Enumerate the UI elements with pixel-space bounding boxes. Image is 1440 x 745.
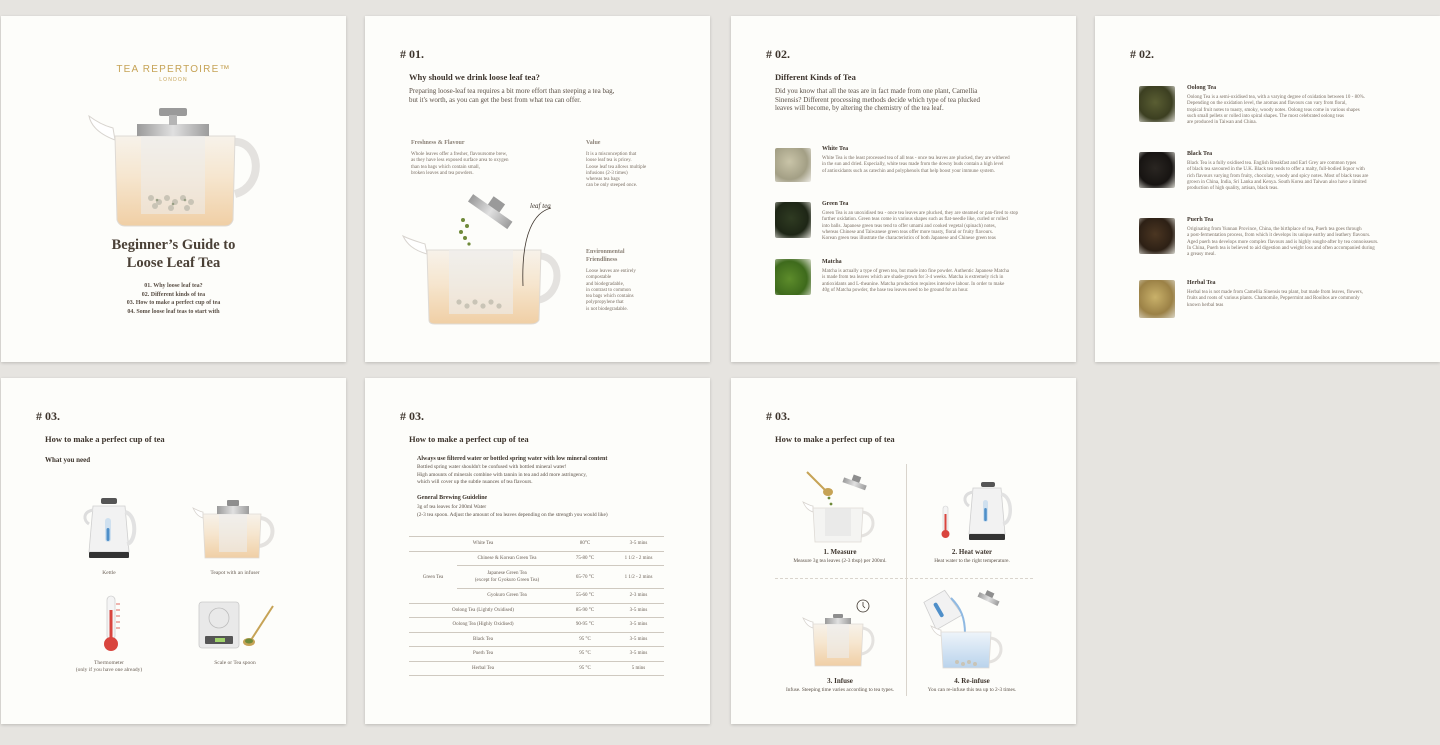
item-caption: Kettle xyxy=(102,570,116,576)
table-row xyxy=(409,632,664,647)
environment-text: Loose leaves are entirely compostable and biodegradable, in contrast to common tea bags which contains polypropylene that is not biodegradable. xyxy=(586,269,636,312)
measure-illustration xyxy=(803,468,877,544)
item-caption: Thermometer (only if you have one already) xyxy=(75,660,143,673)
step-title: 1. Measure xyxy=(823,548,857,556)
step-text: Infuse. Steeping time varies according to tea types. xyxy=(785,687,895,693)
tea-description: White Tea is the least processed tea of all teas - once tea leaves are plucked, they are withered in the sun and dried. Especially, white teas made from the downy buds contain a high level of antioxidants such as catechin and polyphenols that help boost your immune system. xyxy=(822,156,1010,174)
page-03-what-you-need xyxy=(1,378,346,724)
step-title: 2. Heat water xyxy=(951,548,993,556)
tea-description: Herbal tea is not made from Camellia Sinensis tea plant, but made from leaves, flowers, fruits and roots of various plants. Chamomile, Peppermint and Rooibos are commonly known herbal teas xyxy=(1187,290,1363,308)
table-cell: 80°C xyxy=(557,537,613,552)
table-cell: 85-90 °C xyxy=(557,603,613,618)
table-cell: 3-5 mins xyxy=(613,647,664,662)
table-group-cell: Green Tea xyxy=(409,551,457,603)
section-heading: How to make a perfect cup of tea xyxy=(775,434,895,444)
toc-item[interactable]: 01. Why loose leaf tea? xyxy=(144,283,203,289)
table-cell: 95 °C xyxy=(557,647,613,662)
page-02-kinds xyxy=(731,16,1076,362)
brand-sub: LONDON xyxy=(159,77,188,83)
heat-water-illustration xyxy=(941,482,1021,544)
grid-divider-horizontal xyxy=(775,578,1033,579)
table-cell: 5 mins xyxy=(613,661,664,676)
toc-item[interactable]: 02. Different kinds of tea xyxy=(141,291,206,298)
teapot-infuser-illustration xyxy=(401,194,561,329)
page-02-kinds-continued xyxy=(1095,16,1440,362)
section-number: # 03. xyxy=(36,409,60,423)
environment-title: Environmental Friendliness xyxy=(586,249,625,263)
tea-description: Black Tea is a fully oxidised tea. English Breakfast and Earl Grey are common types of black tea savoured in the U.K. Black tea tends to offer a malty, full-bodied liquor with rich flavours varying from fruity, chocolaty, woody and spicy notes. Most of black teas are grown in China, India, Sri Lanka and Kenya. South Korea and Taiwan also have a limited production of high quality, artisan, black teas. xyxy=(1187,161,1369,192)
table-row xyxy=(409,603,664,618)
table-cell: Oolong Tea (Lightly Oxidised) xyxy=(409,603,557,618)
tea-name: Puerh Tea xyxy=(1187,217,1214,223)
tea-name: Herbal Tea xyxy=(1187,280,1216,286)
thermometer-illustration xyxy=(99,596,123,652)
table-row xyxy=(409,551,664,566)
step-text: Heat water to the right temperature. xyxy=(934,558,1010,564)
section-number: # 03. xyxy=(766,409,790,423)
section-number: # 02. xyxy=(766,47,790,61)
section-number: # 03. xyxy=(400,409,424,423)
page-01 xyxy=(365,16,710,362)
water-tip-title: Always use filtered water or bottled spring water with low mineral content xyxy=(417,456,608,462)
section-intro: Preparing loose-leaf tea requires a bit more effort than steeping a tea bag, but it's worth, as you can get the best from what tea can offer. xyxy=(409,87,615,104)
table-cell: Gyokuro Green Tea xyxy=(457,589,557,604)
scale-spoon-illustration xyxy=(199,602,277,650)
table-cell: Japanese Green Tea (except for Gyokuro Green Tea) xyxy=(457,566,557,589)
page-03-steps xyxy=(731,378,1076,724)
tea-description: Oolong Tea is a semi-oxidised tea, with a varying degree of oxidation between 10 - 80%. Depending on the oxidation level, the aromas and flavours can vary from floral, tropical fruit notes to toasty, smoky, woody notes. Oolong teas come in various shapes such small pellets or rolled into spiral shapes. The most celebrated oolong teas are produced in Taiwan and China. xyxy=(1187,95,1365,126)
freshness-title: Freshness & Flavour xyxy=(411,140,465,146)
section-heading: How to make a perfect cup of tea xyxy=(409,434,529,444)
table-cell: 2-3 mins xyxy=(613,589,664,604)
table-cell: 3-5 mins xyxy=(613,603,664,618)
guideline-text: 3g of tea leaves for 200ml Water (2-3 tea spoon. Adjust the amount of tea leaves depending on the strength you would like) xyxy=(417,504,608,518)
re-infuse-illustration xyxy=(921,584,1011,670)
table-cell: 75-80 °C xyxy=(557,551,613,566)
table-cell: 90-95 °C xyxy=(557,618,613,633)
table-of-contents xyxy=(1,282,346,316)
freshness-text: Whole leaves offer a fresher, flavoursome brew, as they have less exposed surface area to oxygen than tea bags which contain small, broken leaves and tea powders. xyxy=(411,152,509,176)
oolong-tea-image xyxy=(1139,86,1175,122)
value-title: Value xyxy=(586,140,601,146)
table-cell: Puerh Tea xyxy=(409,647,557,662)
what-you-need-title: What you need xyxy=(45,456,91,464)
tea-description: Green Tea is an unoxidised tea - once tea leaves are plucked, they are steamed or pan-fired to stop further oxidation. Green teas come in various shapes such as flat-needle like, curled or rolled into balls. Japanese green teas tend to offer umami and cooked vegetal (spinach) notes, whereas Chinese and Taiwanese green teas offer more toasty, floral or fruity flavours. Korean green teas illustrate the characteristics of both Japanese and Chinese green teas xyxy=(822,211,1019,242)
water-tip-text: Bottled spring water shouldn't be confused with bottled mineral water! High amounts of minerals combine with tannin in tea and add more astringency, which will cover up the subtle nuances of tea flavours. xyxy=(417,464,587,485)
table-cell: Herbal Tea xyxy=(409,661,557,676)
section-heading: Why should we drink loose leaf tea? xyxy=(409,72,540,82)
step-title: 4. Re-infuse xyxy=(954,677,990,685)
table-row xyxy=(409,537,664,552)
leaf-tea-annotation: leaf tea xyxy=(530,202,551,210)
step-text: Measure 3g tea leaves (2-3 tbsp) per 200ml. xyxy=(793,558,887,564)
table-cell: 55-60 °C xyxy=(557,589,613,604)
table-row xyxy=(409,618,664,633)
cover-title-line2: Loose Leaf Tea xyxy=(126,255,221,271)
puerh-tea-image xyxy=(1139,218,1175,254)
herbal-tea-image xyxy=(1139,280,1175,318)
toc-item[interactable]: 04. Some loose leaf teas to start with xyxy=(127,308,220,315)
section-number: # 02. xyxy=(1130,47,1154,61)
cover-title-line1: Beginner’s Guide to xyxy=(111,237,236,253)
section-heading: How to make a perfect cup of tea xyxy=(45,434,165,444)
infuse-illustration xyxy=(803,598,877,668)
table-cell: 95 °C xyxy=(557,661,613,676)
table-row xyxy=(409,647,664,662)
table-cell: White Tea xyxy=(409,537,557,552)
cover-page xyxy=(1,16,346,362)
tea-name: White Tea xyxy=(822,146,849,152)
item-caption: Scale or Tea spoon xyxy=(214,660,256,666)
toc-item[interactable]: 03. How to make a perfect cup of tea xyxy=(126,300,221,306)
section-heading: Different Kinds of Tea xyxy=(775,72,856,82)
brand-logo: TEA REPERTOIRE™ xyxy=(116,64,231,75)
guideline-title: General Brewing Guideline xyxy=(417,495,488,501)
table-cell: 1 1/2 - 2 mins xyxy=(613,551,664,566)
step-title: 3. Infuse xyxy=(827,677,853,685)
brewing-table-body xyxy=(409,537,664,676)
item-caption: Teapot with an infuser xyxy=(210,570,260,576)
grid-divider-vertical xyxy=(906,464,907,696)
section-intro: Did you know that all the teas are in fact made from one plant, Camellia Sinensis? Different processing methods decide which type of tea plucked leaves will become, by altering the chemistry of the tea leaf. xyxy=(775,87,980,112)
table-cell: 95 °C xyxy=(557,632,613,647)
table-cell: 3-5 mins xyxy=(613,618,664,633)
page-03-brewing-guide xyxy=(365,378,710,724)
tea-name: Green Tea xyxy=(822,201,849,207)
tea-description: Matcha is actually a type of green tea, but made into fine powder. Authentic Japanese Matcha is made from tea leaves which are shade-grown for 3-4 weeks. Matcha is extremely rich in antioxidants and L-theanine. Matcha production requires intensive labour. In order to make 40g of Matcha powder, the base tea leaves need to be ground for an hour. xyxy=(822,269,1010,293)
table-row xyxy=(409,661,664,676)
table-cell: 3-5 mins xyxy=(613,632,664,647)
table-cell: 1 1/2 - 2 mins xyxy=(613,566,664,589)
cover-title xyxy=(1,236,346,272)
brewing-table xyxy=(409,536,664,676)
tea-name: Black Tea xyxy=(1187,151,1213,157)
green-tea-image xyxy=(775,202,811,238)
value-text: It is a misconception that loose leaf tea is pricey. Loose leaf tea allows multiple infusions (2-3 times) whereas tea bags can be only steeped once. xyxy=(586,152,647,189)
matcha-image xyxy=(775,259,811,295)
teapot-infuser-small-illustration xyxy=(193,500,277,562)
table-cell: Chinese & Korean Green Tea xyxy=(457,551,557,566)
black-tea-image xyxy=(1139,152,1175,188)
kettle-illustration xyxy=(83,498,141,560)
section-number: # 01. xyxy=(400,47,424,61)
table-cell: 3-5 mins xyxy=(613,537,664,552)
table-cell: 65-70 °C xyxy=(557,566,613,589)
teapot-illustration xyxy=(85,102,265,232)
tea-description: Originating from Yunnan Province, China, the birthplace of tea, Puerh tea goes through a post-fermentation process, from which it develops its unique earthy and leathery flavours. Aged puerh tea develops more complex flavours and is highly sought-after by tea connoisseurs. In China, Puerh tea is believed to aid digestion and weight loss and often accompanied during a greasy meal. xyxy=(1187,227,1379,258)
white-tea-image xyxy=(775,148,811,182)
tea-name: Matcha xyxy=(822,259,842,265)
step-text: You can re-infuse this tea up to 2-3 times. xyxy=(927,687,1017,693)
tea-name: Oolong Tea xyxy=(1187,85,1217,91)
table-cell: Black Tea xyxy=(409,632,557,647)
table-cell: Oolong Tea (Highly Oxidised) xyxy=(409,618,557,633)
